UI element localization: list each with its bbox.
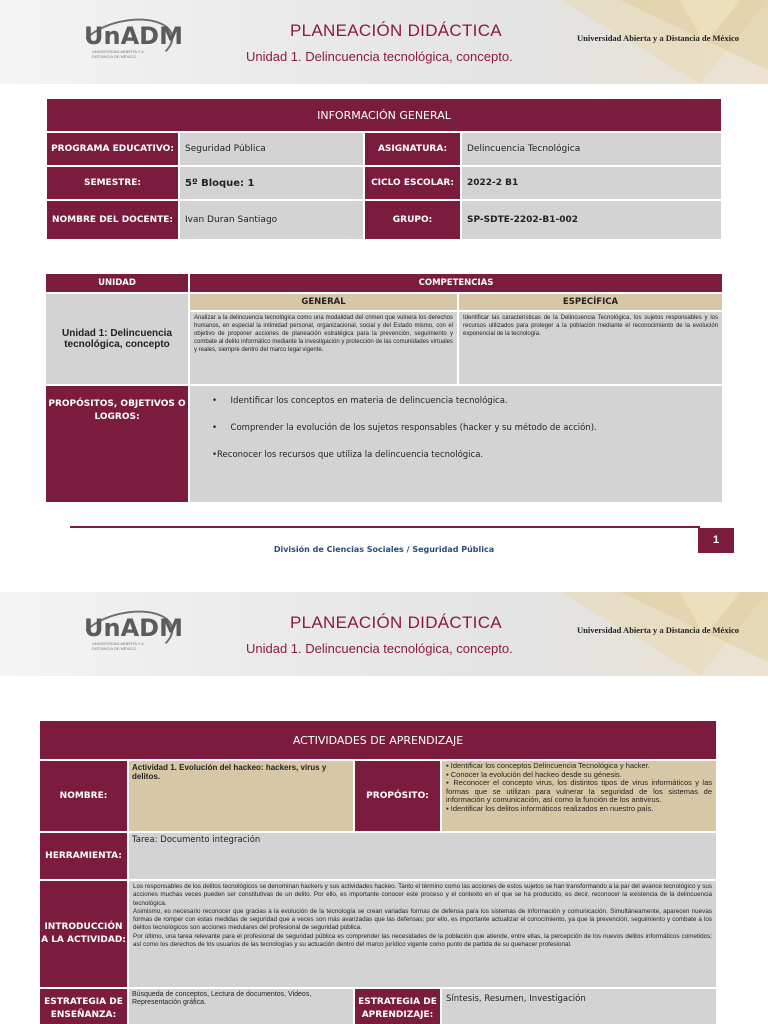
asignatura-label: ASIGNATURA: [365, 133, 460, 165]
intro-label: INTRODUCCIÓN A LA ACTIVIDAD: [40, 881, 127, 987]
footer-text: División de Ciencias Sociales / Seguridad Pública [273, 545, 495, 554]
page-header: UnADM UNIVERSIDAD ABIERTA Y A DISTANCIA DE MÉXICO PLANEACIÓN DIDÁCTICA Unidad 1. Delincuencia tecnológica, concepto. Universidad Abierta y a Distancia de México [0, 592, 768, 676]
intro-paragraph: Los responsables de los delitos tecnológicos se denominan hackers y sus actividades hackeo. Tanto el término como las acciones de estos sujetos se han transformando a la par del avance tecnológico y sus acciones muchas veces pueden ser constitutivas de un delito. Por ello, es importante conocer este proceso y el contexto en el que se ha producido, es decir, reconocer la existencia de la delincuencia tecnológica. [133, 883, 712, 907]
propositos-label: PROPÓSITOS, OBJETIVOS O LOGROS: [46, 386, 188, 502]
semestre-value: 5º Bloque: 1 [180, 167, 363, 199]
info-heading: INFORMACIÓN GENERAL [47, 99, 721, 131]
general-text: Analizar a la delincuencia tecnológica como una modalidad del crimen que vulnera los derechos humanos, en especial la intimidad personal, organizacional, social y del Estado mismo, con el objetivo de proponer acciones de planeación estratégica para la prevención, seguimiento y combate al delito informático mediante la investigación y protección de las comunidades virtuales y reales, siempre dentro del marco legal vigente. [190, 312, 457, 384]
grupo-value: SP-SDTE-2202-B1-002 [462, 201, 721, 239]
nombre-label: NOMBRE: [40, 761, 127, 831]
herramienta-value: Tarea: Documento integración [129, 833, 716, 879]
programa-value: Seguridad Pública [180, 133, 363, 165]
intro-paragraph: Por último, una tarea relevante para el profesional de seguridad pública es comprender las necesidades de la población que atiende, entre ellas, la percepción de los nuevos delitos informáticos cometidos; así como los derechos de los usuarios de las tecnologías y su actuación dentro del marco jurídico vigente como punto de partida de su quehacer profesional. [133, 932, 712, 949]
herramienta-label: HERRAMIENTA: [40, 833, 127, 879]
aprendizaje-label: ESTRATEGIA DE APRENDIZAJE: [355, 989, 440, 1024]
logo-subtitle: UNIVERSIDAD ABIERTA Y A DISTANCIA DE MÉXICO [92, 641, 144, 651]
unidad-header: UNIDAD [46, 274, 188, 292]
semestre-label: SEMESTRE: [47, 167, 178, 199]
proposito-item: ▪ Conocer la evolución del hackeo desde su génesis. [446, 769, 622, 779]
asignatura-value: Delincuencia Tecnológica [462, 133, 721, 165]
aprendizaje-value: Síntesis, Resumen, Investigación [442, 989, 716, 1024]
unadm-logo: UnADM [84, 22, 183, 50]
ciclo-value: 2022-2 B1 [462, 167, 721, 199]
ciclo-label: CICLO ESCOLAR: [365, 167, 460, 199]
actividades-heading: ACTIVIDADES DE APRENDIZAJE [40, 721, 716, 759]
propositos-list [190, 386, 722, 502]
unidad-value: Unidad 1: Delincuencia tecnológica, concepto [46, 294, 188, 384]
actividades-table [38, 719, 718, 1024]
page-subtitle: Unidad 1. Delincuencia tecnológica, concepto. [246, 49, 513, 64]
university-name: Universidad Abierta y a Distancia de México [577, 625, 739, 635]
general-header: GENERAL [190, 294, 457, 310]
ensenanza-value: Búsqueda de conceptos, Lectura de documentos, Videos, Representación gráfica. [129, 989, 353, 1024]
ensenanza-label: ESTRATEGIA DE ENSEÑANZA: [40, 989, 127, 1024]
competencias-table [44, 272, 724, 504]
docente-label: NOMBRE DEL DOCENTE: [47, 201, 178, 239]
proposito-label: PROPÓSITO: [355, 761, 440, 831]
proposito-item: ▪ Identificar los conceptos Delincuencia Tecnológica y hacker. [446, 761, 650, 770]
programa-label: PROGRAMA EDUCATIVO: [47, 133, 178, 165]
intro-paragraph: Asimismo, es necesario reconocer que gracias a la evolución de la tecnología se crean variadas formas de defensa para los sistemas de información y comunicación. Simultáneamente, aparecen nuevas formas de romper con estas medidas de seguridad que a veces son más avanzadas que las defensas; por ello, es importante actualizar el conocimiento, ya que la prevención, seguimiento y combate a los delitos tecnológicos son acciones medulares del profesional de seguridad pública. [133, 907, 712, 932]
logo-subtitle: UNIVERSIDAD ABIERTA Y A DISTANCIA DE MÉXICO [92, 49, 144, 59]
grupo-label: GRUPO: [365, 201, 460, 239]
proposito-item: • Comprender la evolución de los sujetos responsables (hacker y su método de acción). [212, 423, 597, 433]
proposito-item: •Reconocer los recursos que utiliza la delincuencia tecnológica. [212, 450, 484, 460]
page-2 [0, 592, 768, 1024]
proposito-item: • Identificar los conceptos en materia de delincuencia tecnológica. [212, 396, 508, 406]
nombre-value: Actividad 1. Evolución del hackeo: hackers, virus y delitos. [129, 761, 353, 831]
especifica-text: Identificar las características de la Delincuencia Tecnológica, los sujetos responsables y los recursos utilizados para proteger a la población mediante el reconocimiento de la evolución exponencial de la tecnología. [459, 312, 722, 384]
proposito-item: ▪ Identificar los delitos informáticos realizados en nuestro país. [446, 803, 654, 813]
info-table [45, 97, 723, 241]
university-name: Universidad Abierta y a Distancia de México [577, 33, 739, 43]
intro-text [129, 881, 716, 987]
unadm-logo: UnADM [84, 614, 183, 642]
page-header: UnADM UNIVERSIDAD ABIERTA Y A DISTANCIA DE MÉXICO PLANEACIÓN DIDÁCTICA Unidad 1. Delincuencia tecnológica, concepto. Universidad Abierta y a Distancia de México [0, 0, 768, 84]
especifica-header: ESPECÍFICA [459, 294, 722, 310]
competencias-header: COMPETENCIAS [190, 274, 722, 292]
proposito-list [442, 761, 716, 831]
page-subtitle: Unidad 1. Delincuencia tecnológica, concepto. [246, 641, 513, 656]
proposito-item: ▪ Reconocer el concepto virus, los distintos tipos de virus informáticos y las formas que se utilizan para vulnerar la seguridad de los sistemas de información y comunicación, así como la función de los antivirus. [446, 778, 712, 805]
footer-line [70, 526, 700, 528]
docente-value: Ivan Duran Santiago [180, 201, 363, 239]
page-number: 1 [698, 528, 734, 553]
